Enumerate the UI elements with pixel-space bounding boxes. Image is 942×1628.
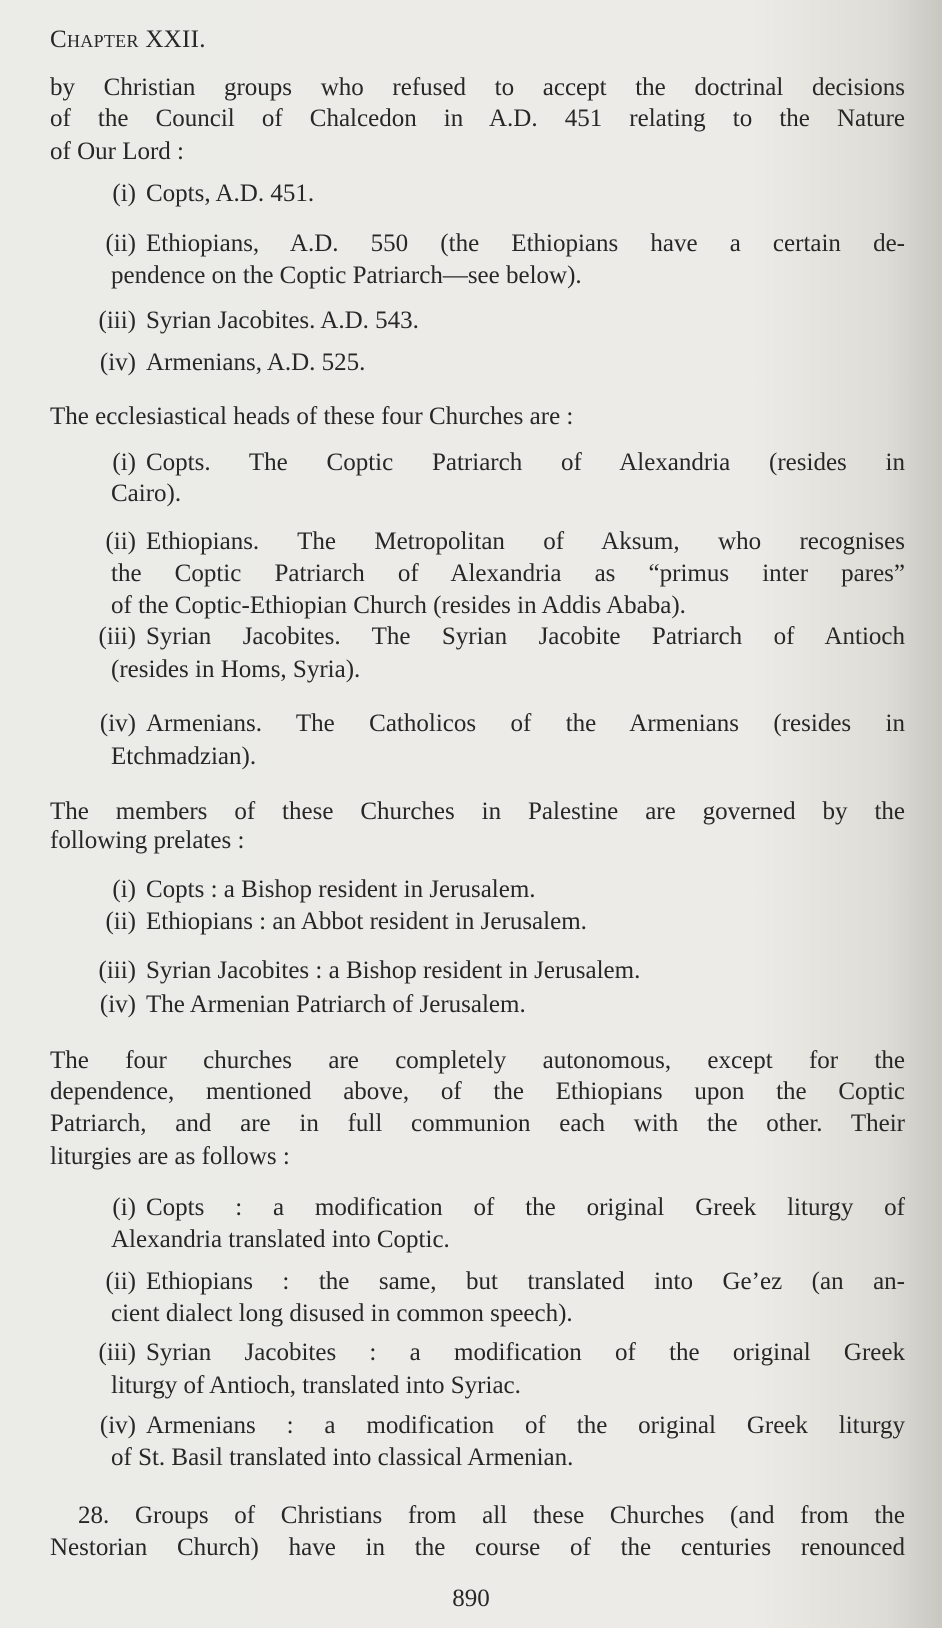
list-item-line: Ethiopians. The Metropolitan of Aksum, who recognises [146, 528, 905, 555]
list-item-label: (i) [112, 876, 136, 903]
paragraph-line: Nestorian Church) have in the course of the centuries renounced [50, 1534, 905, 1561]
list-item-line: Armenians, A.D. 525. [146, 349, 366, 376]
list-item-label: (ii) [105, 528, 136, 555]
list-item-line: Ethiopians, A.D. 550 (the Ethiopians have a certain de- [146, 230, 905, 257]
paragraph-line: The four churches are completely autonomous, except for the [50, 1047, 905, 1074]
list-item-label: (iii) [98, 1339, 136, 1366]
list-item-line: Copts, A.D. 451. [146, 180, 315, 207]
paragraph-line: liturgies are as follows : [50, 1143, 290, 1170]
list-item-line: Alexandria translated into Coptic. [111, 1226, 450, 1253]
running-header: Chapter XXII. [50, 26, 206, 53]
list-item-line: pendence on the Coptic Patriarch—see below). [111, 262, 582, 289]
list-item-line: Copts : a Bishop resident in Jerusalem. [146, 876, 536, 903]
paragraph-line: Patriarch, and are in full communion each with the other. Their [50, 1110, 905, 1137]
list-item-line: liturgy of Antioch, translated into Syriac. [111, 1372, 521, 1399]
list-item-label: (ii) [105, 230, 136, 257]
list-item-label: (iii) [98, 957, 136, 984]
list-item-line: The Armenian Patriarch of Jerusalem. [146, 991, 526, 1018]
list-item-label: (iii) [98, 623, 136, 650]
list-item-line: Syrian Jacobites : a modification of the original Greek [146, 1339, 905, 1366]
list-item-label: (iv) [99, 991, 136, 1018]
list-item-line: Copts : a modification of the original Greek liturgy of [146, 1194, 905, 1221]
list-item-label: (iv) [99, 1412, 136, 1439]
list-item-line: cient dialect long disused in common speech). [111, 1300, 573, 1327]
list-item-label: (i) [112, 449, 136, 476]
list-item-line: Syrian Jacobites. A.D. 543. [146, 307, 419, 334]
list-item-line: Ethiopians : the same, but translated into Ge’ez (an an- [146, 1268, 905, 1295]
list-item-label: (ii) [105, 1268, 136, 1295]
list-item-line: the Coptic Patriarch of Alexandria as “primus inter pares” [111, 560, 905, 587]
list-item-label: (i) [112, 180, 136, 207]
list-item-line: Armenians. The Catholicos of the Armenians (resides in [146, 710, 905, 737]
list-item-label: (ii) [105, 908, 136, 935]
list-item-label: (iv) [99, 710, 136, 737]
paragraph-line: of the Council of Chalcedon in A.D. 451 relating to the Nature [50, 105, 905, 132]
list-item-line: Etchmadzian). [111, 743, 257, 770]
list-item-line: Syrian Jacobites : a Bishop resident in Jerusalem. [146, 957, 641, 984]
list-item-line: Ethiopians : an Abbot resident in Jerusalem. [146, 908, 587, 935]
paragraph-line: following prelates : [50, 827, 245, 854]
list-item-label: (iii) [98, 307, 136, 334]
paragraph-line: dependence, mentioned above, of the Ethiopians upon the Coptic [50, 1078, 905, 1105]
list-item-line: Syrian Jacobites. The Syrian Jacobite Patriarch of Antioch [146, 623, 905, 650]
list-item-line: Armenians : a modification of the original Greek liturgy [146, 1412, 905, 1439]
list-item-line: of the Coptic-Ethiopian Church (resides in Addis Ababa). [111, 592, 686, 619]
paragraph-line: by Christian groups who refused to accept the doctrinal decisions [50, 74, 905, 101]
list-item-line: Cairo). [111, 480, 182, 507]
paragraph-line: of Our Lord : [50, 138, 184, 165]
page-number: 890 [452, 1585, 490, 1612]
list-item-label: (i) [112, 1194, 136, 1221]
list-item-line: Copts. The Coptic Patriarch of Alexandria (resides in [146, 449, 905, 476]
paragraph-line: 28. Groups of Christians from all these Churches (and from the [78, 1502, 905, 1529]
paragraph-line: The ecclesiastical heads of these four Churches are : [50, 403, 574, 430]
list-item-line: of St. Basil translated into classical Armenian. [111, 1444, 574, 1471]
paragraph-line: The members of these Churches in Palestine are governed by the [50, 798, 905, 825]
list-item-label: (iv) [99, 349, 136, 376]
list-item-line: (resides in Homs, Syria). [111, 656, 361, 683]
